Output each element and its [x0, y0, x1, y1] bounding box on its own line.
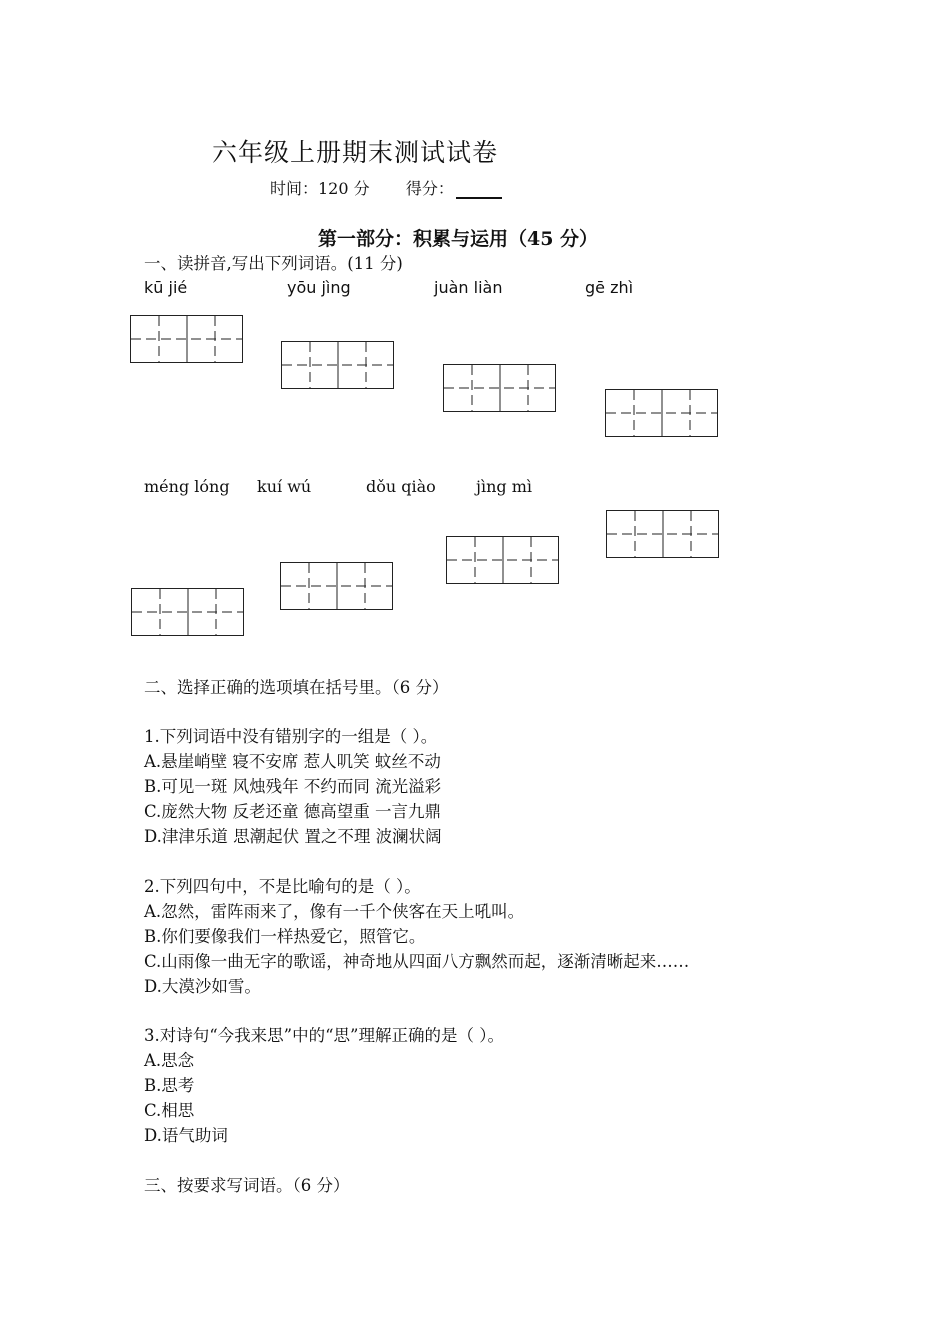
pinyin-4: gē zhì	[585, 278, 634, 297]
score-blank	[456, 183, 502, 199]
part1-title: 第一部分：积累与运用（45 分）	[318, 228, 599, 250]
q2-2-option-a: A.忽然，雷阵雨来了，像有一千个侠客在天上吼叫。	[144, 902, 525, 921]
exam-title: 六年级上册期末测试试卷	[212, 138, 499, 167]
q2-2-option-b: B.你们要像我们一样热爱它，照管它。	[144, 927, 426, 946]
q2-2-option-d: D.大漠沙如雪。	[144, 977, 261, 996]
pinyin-2: yōu jìng	[287, 278, 351, 297]
exam-meta	[270, 176, 502, 199]
writing-grid[interactable]	[281, 341, 394, 389]
grid-guides	[607, 511, 718, 557]
pinyin-6: kuí wú	[257, 477, 312, 496]
q2-1-stem: 1.下列词语中没有错别字的一组是（ ）。	[144, 727, 438, 746]
pinyin-7: dǒu qiào	[366, 477, 436, 496]
q2-3-option-b: B.思考	[144, 1076, 195, 1095]
q2-3-option-d: D.语气助词	[144, 1126, 228, 1145]
q2-3-option-c: C.相思	[144, 1101, 195, 1120]
grid-guides	[281, 563, 392, 609]
pinyin-1: kū jié	[144, 278, 188, 297]
grid-guides	[131, 316, 242, 362]
q3-heading: 三、按要求写词语。（6 分）	[144, 1176, 350, 1195]
pinyin-3: juàn liàn	[434, 278, 503, 297]
grid-guides	[447, 537, 558, 583]
q2-1-option-b: B.可见一斑 风烛残年 不约而同 流光溢彩	[144, 777, 442, 796]
writing-grid[interactable]	[446, 536, 559, 584]
pinyin-5: méng lóng	[144, 477, 230, 496]
grid-guides	[132, 589, 243, 635]
grid-guides	[444, 365, 555, 411]
q2-1-option-c: C.庞然大物 反老还童 德高望重 一言九鼎	[144, 802, 442, 821]
writing-grid[interactable]	[130, 315, 243, 363]
q2-heading: 二、选择正确的选项填在括号里。（6 分）	[144, 678, 449, 697]
q2-1-option-a: A.悬崖峭壁 寝不安席 惹人叽笑 蚊丝不动	[144, 752, 441, 771]
q2-3-option-a: A.思念	[144, 1051, 195, 1070]
time-label: 时间：120 分	[270, 179, 370, 198]
q1-heading: 一、读拼音,写出下列词语。(11 分)	[144, 254, 403, 273]
q2-2-stem: 2.下列四句中，不是比喻句的是（ ）。	[144, 877, 421, 896]
q2-2-option-c: C.山雨像一曲无字的歌谣，神奇地从四面八方飘然而起，逐渐清晰起来……	[144, 952, 690, 971]
pinyin-8: jìng mì	[476, 477, 532, 496]
writing-grid[interactable]	[280, 562, 393, 610]
score-label: 得分：	[405, 179, 454, 198]
writing-grid[interactable]	[606, 510, 719, 558]
writing-grid[interactable]	[131, 588, 244, 636]
q2-1-option-d: D.津津乐道 思潮起伏 置之不理 波澜状阔	[144, 827, 442, 846]
writing-grid[interactable]	[443, 364, 556, 412]
q2-3-stem: 3.对诗句“今我来思”中的“思”理解正确的是（ ）。	[144, 1026, 504, 1045]
writing-grid[interactable]	[605, 389, 718, 437]
grid-guides	[606, 390, 717, 436]
grid-guides	[282, 342, 393, 388]
